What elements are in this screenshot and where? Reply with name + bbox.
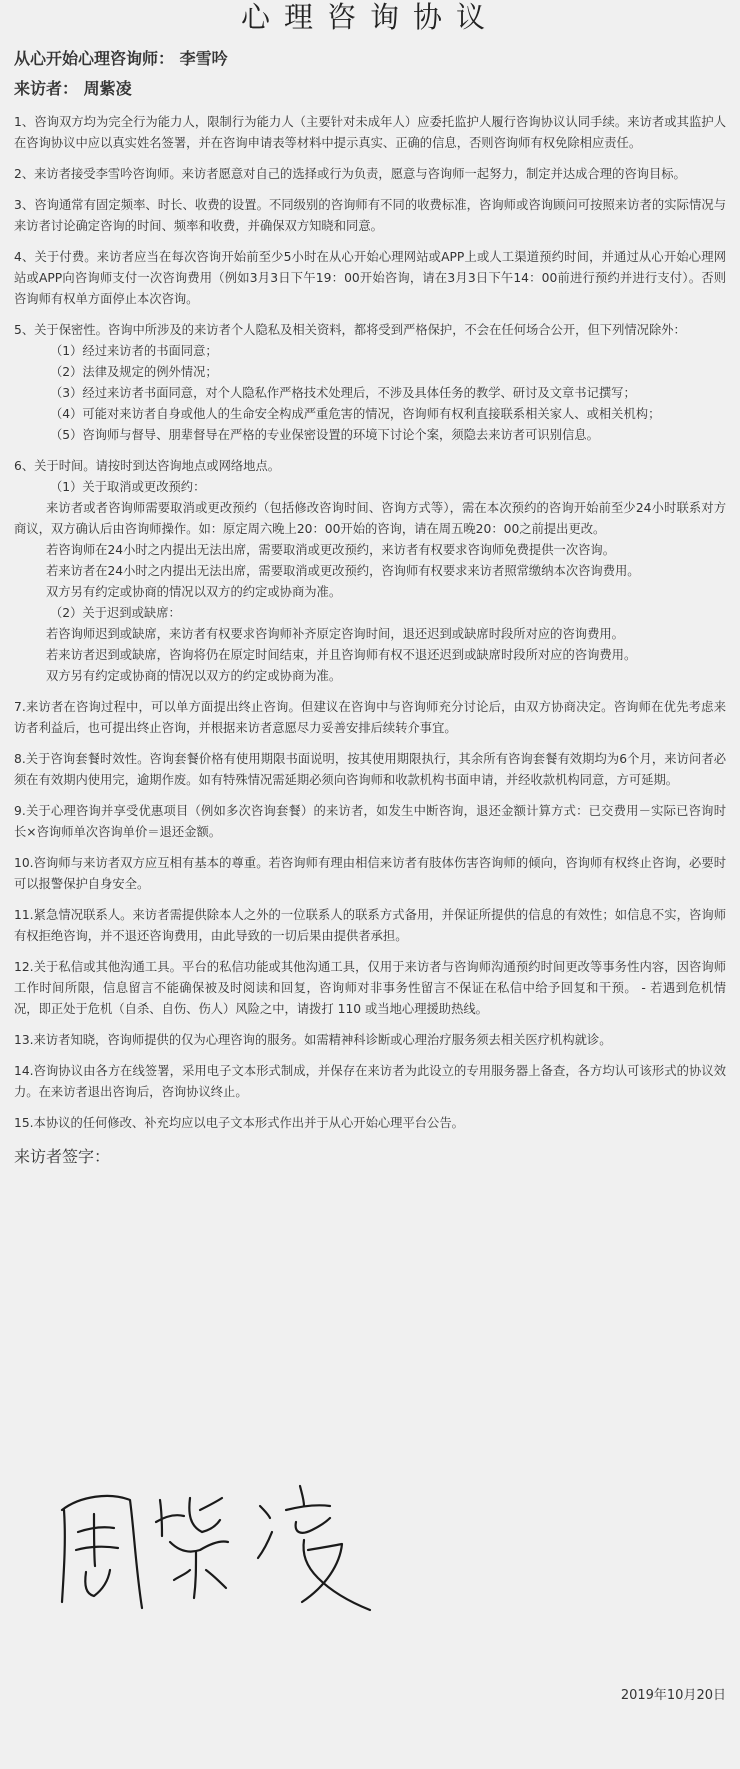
- handwritten-signature: [50, 1470, 410, 1620]
- clause-2: 2、来访者接受李雪吟咨询师。来访者愿意对自己的选择或行为负责，愿意与咨询师一起努力，制定并达成合理的咨询目标。: [14, 167, 686, 181]
- clause-5-item-3: （3）经过来访者书面同意，对个人隐私作严格技术处理后，不涉及具体任务的教学、研讨及文章书记撰写；: [50, 386, 636, 400]
- clause-3: 3、咨询通常有固定频率、时长、收费的设置。不同级别的咨询师有不同的收费标准，咨询师或咨询顾问可按照来访者的实际情况与来访者讨论确定咨询的时间、频率和收费，并确保双方知晓和同意。: [14, 198, 726, 233]
- client-line: 来访者： 周紫凌: [14, 79, 132, 98]
- clause-6-sub-2-text-1: 若咨询师迟到或缺席，来访者有权要求咨询师补齐原定咨询时间，退还迟到或缺席时段所对应的咨询费用。: [46, 627, 624, 641]
- clause-6-sub-2: （2）关于迟到或缺席：: [50, 606, 181, 620]
- clause-13: 13.来访者知晓，咨询师提供的仅为心理咨询的服务。如需精神科诊断或心理治疗服务须去相关医疗机构就诊。: [14, 1033, 612, 1047]
- clause-12: 12.关于私信或其他沟通工具。平台的私信功能或其他沟通工具，仅用于来访者与咨询师沟通预约时间更改等事务性内容，因咨询师工作时间所限，信息留言不能确保被及时阅读和回复，咨询师对非事务性留言不保证在私信中给予回复和干预。 - 若遇到危机情况，即正处于危机（自杀、自伤、伤人）风险之中，请拨打 110 或当地心理援助热线。: [14, 960, 726, 1016]
- signature-label: 来访者签字：: [14, 1147, 111, 1166]
- clause-5-item-2: （2）法律及规定的例外情况；: [50, 365, 218, 379]
- clause-5-item-4: （4）可能对来访者自身或他人的生命安全构成严重危害的情况，咨询师有权利直接联系相关家人、或相关机构；: [50, 407, 661, 421]
- clause-5: 5、关于保密性。咨询中所涉及的来访者个人隐私及相关资料，都将受到严格保护，不会在任何场合公开，但下列情况除外：: [14, 323, 686, 337]
- clause-5-item-1: （1）经过来访者的书面同意；: [50, 344, 218, 358]
- counselor-line: 从心开始心理咨询师： 李雪吟: [14, 49, 228, 68]
- clause-14: 14.咨询协议由各方在线签署，采用电子文本形式制成，并保存在来访者为此设立的专用服务器上备查，各方均认可该形式的协议效力。在来访者退出咨询后，咨询协议终止。: [14, 1064, 726, 1099]
- clause-1: 1、咨询双方均为完全行为能力人，限制行为能力人（主要针对未成年人）应委托监护人履行咨询协议认同手续。来访者或其监护人在咨询协议中应以真实姓名签署，并在咨询申请表等材料中提示真实、正确的信息，否则咨询师有权免除相应责任。: [14, 115, 726, 150]
- clause-6-sub-2-text-3: 双方另有约定或协商的情况以双方的约定或协商为准。: [46, 669, 342, 683]
- clause-9: 9.关于心理咨询并享受优惠项目（例如多次咨询套餐）的来访者，如发生中断咨询，退还金额计算方式：已交费用－实际已咨询时长×咨询师单次咨询单价＝退还金额。: [14, 804, 726, 839]
- clause-list: [14, 112, 726, 1134]
- document-title: 心理咨询协议: [240, 0, 499, 34]
- clause-5-item-5: （5）咨询师与督导、朋辈督导在严格的专业保密设置的环境下讨论个案，须隐去来访者可识别信息。: [50, 428, 599, 442]
- clause-6-sub-2-text-2: 若来访者迟到或缺席，咨询将仍在原定时间结束，并且咨询师有权不退还迟到或缺席时段所对应的咨询费用。: [46, 648, 637, 662]
- clause-6-sub-1-text-2: 若咨询师在24小时之内提出无法出席，需要取消或更改预约，来访者有权要求咨询师免费提供一次咨询。: [46, 543, 616, 557]
- clause-6-sub-1-text-1: 来访者或者咨询师需要取消或更改预约（包括修改咨询时间、咨询方式等），需在本次预约的咨询开始前至少24小时联系对方商议，双方确认后由咨询师操作。如：原定周六晚上20：00开始的咨询，请在周五晚20：00之前提出更改。: [14, 501, 726, 536]
- agreement-document: [14, 0, 726, 1168]
- clause-7: 7.来访者在咨询过程中，可以单方面提出终止咨询。但建议在咨询中与咨询师充分讨论后，由双方协商决定。咨询师在优先考虑来访者利益后，也可提出终止咨询，并根据来访者意愿尽力妥善安排后续转介事宜。: [14, 700, 726, 735]
- clause-6-sub-1: （1）关于取消或更改预约：: [50, 480, 206, 494]
- clause-8: 8.关于咨询套餐时效性。咨询套餐价格有使用期限书面说明，按其使用期限执行，其余所有咨询套餐有效期均为6个月，来访问者必须在有效期内使用完，逾期作废。如有特殊情况需延期必须向咨询师和收款机构书面申请，并经收款机构同意，方可延期。: [14, 752, 726, 787]
- clause-10: 10.咨询师与来访者双方应互相有基本的尊重。若咨询师有理由相信来访者有肢体伤害咨询师的倾向，咨询师有权终止咨询，必要时可以报警保护自身安全。: [14, 856, 726, 891]
- clause-6-sub-1-text-3: 若来访者在24小时之内提出无法出席，需要取消或更改预约，咨询师有权要求来访者照常缴纳本次咨询费用。: [46, 564, 640, 578]
- clause-6-sub-1-text-4: 双方另有约定或协商的情况以双方的约定或协商为准。: [46, 585, 342, 599]
- clause-6: 6、关于时间。请按时到达咨询地点或网络地点。: [14, 459, 281, 473]
- clause-15: 15.本协议的任何修改、补充均应以电子文本形式作出并于从心开始心理平台公告。: [14, 1116, 464, 1130]
- signing-date: 2019年10月20日: [620, 1688, 726, 1703]
- clause-11: 11.紧急情况联系人。来访者需提供除本人之外的一位联系人的联系方式备用，并保证所提供的信息的有效性；如信息不实，咨询师有权拒绝咨询，并不退还咨询费用，由此导致的一切后果由提供者承担。: [14, 908, 726, 943]
- clause-4: 4、关于付费。来访者应当在每次咨询开始前至少5小时在从心开始心理网站或APP上或人工渠道预约时间，并通过从心开始心理网站或APP向咨询师支付一次咨询费用（例如3月3日下午19：00开始咨询，请在3月3日下午14：00前进行预约并进行支付）。否则咨询师有权单方面停止本次咨询。: [14, 250, 726, 306]
